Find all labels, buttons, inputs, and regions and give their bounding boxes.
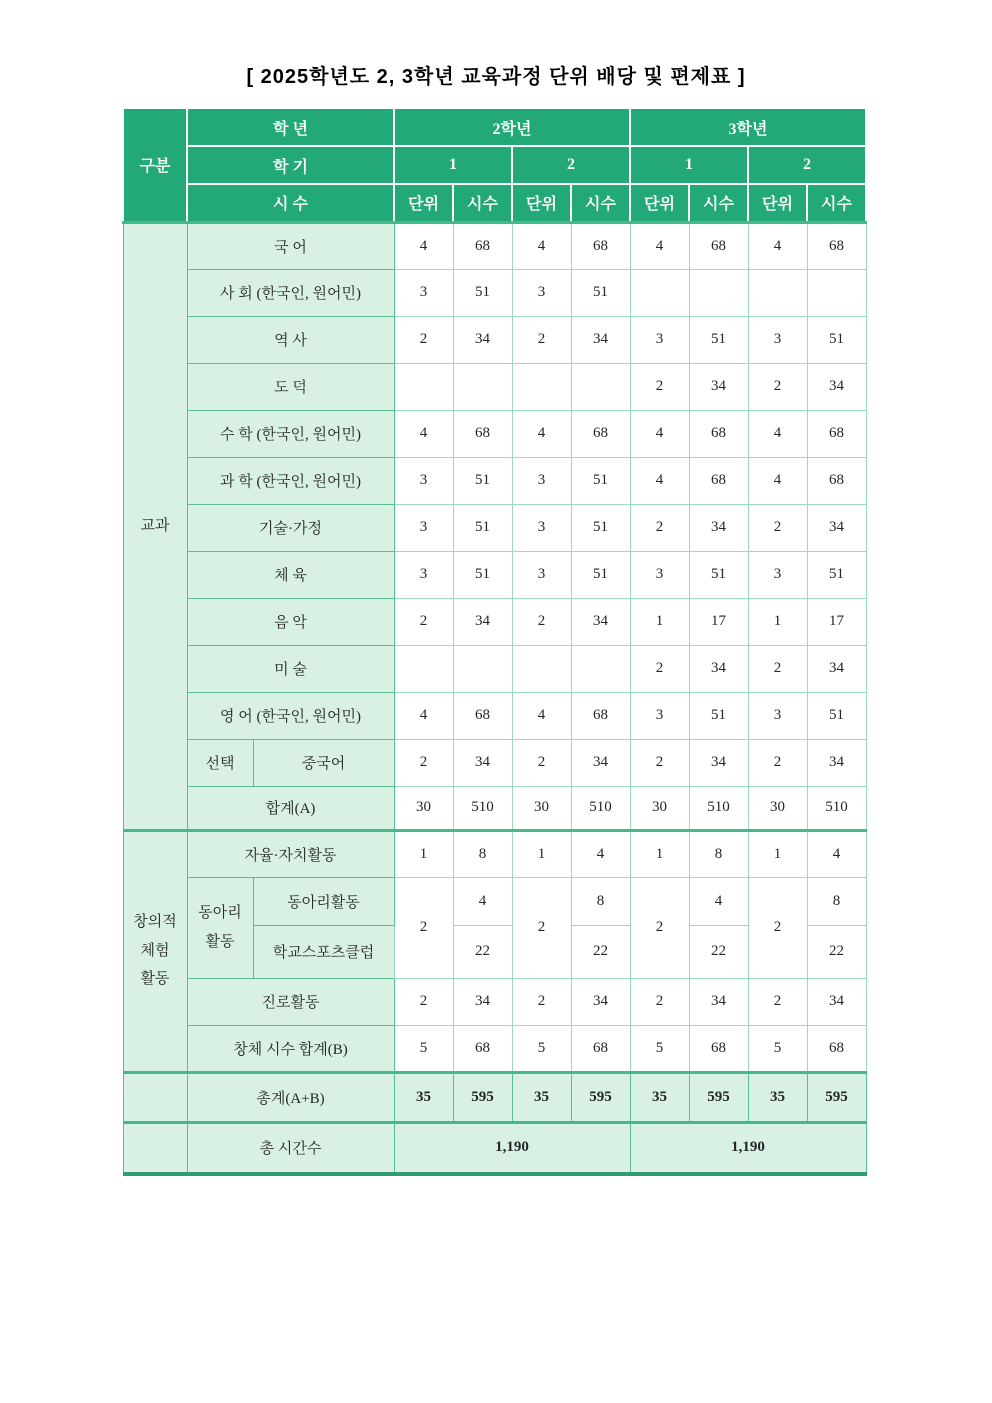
header-hours-col: 시수 — [571, 184, 630, 222]
total-label: 총계(A+B) — [187, 1072, 394, 1122]
subject-name: 기술·가정 — [187, 504, 394, 551]
value-cell: 51 — [807, 551, 866, 598]
value-cell: 51 — [453, 504, 512, 551]
value-cell: 34 — [807, 978, 866, 1025]
value-cell: 2 — [512, 316, 571, 363]
value-cell: 68 — [571, 1025, 630, 1072]
value-cell: 2 — [630, 504, 689, 551]
value-cell: 2 — [630, 363, 689, 410]
value-cell: 1 — [630, 830, 689, 877]
value-cell: 30 — [394, 786, 453, 830]
value-cell: 3 — [630, 551, 689, 598]
subtotal-b-row — [123, 1025, 866, 1072]
value-cell: 2 — [394, 316, 453, 363]
header-hours-col: 시수 — [807, 184, 866, 222]
value-cell — [453, 363, 512, 410]
value-cell: 34 — [453, 739, 512, 786]
value-cell: 4 — [394, 692, 453, 739]
value-cell: 17 — [689, 598, 748, 645]
value-cell: 3 — [512, 504, 571, 551]
value-cell: 51 — [453, 457, 512, 504]
value-cell: 3 — [748, 316, 807, 363]
value-cell: 4 — [748, 222, 807, 269]
value-cell — [571, 645, 630, 692]
value-cell: 22 — [453, 925, 512, 978]
value-cell: 51 — [453, 551, 512, 598]
value-cell: 68 — [453, 1025, 512, 1072]
elective-subject-name: 중국어 — [253, 739, 394, 786]
header-hours-label: 시 수 — [187, 184, 394, 222]
value-cell: 34 — [689, 645, 748, 692]
value-cell: 2 — [394, 739, 453, 786]
value-cell: 4 — [571, 830, 630, 877]
value-cell-merged: 2 — [630, 877, 689, 978]
value-cell: 35 — [748, 1072, 807, 1122]
value-cell: 5 — [394, 1025, 453, 1072]
subtotal-b-label: 창체 시수 합계(B) — [187, 1025, 394, 1072]
header-row-grade — [123, 108, 866, 146]
creative-row-autonomy — [123, 830, 866, 877]
value-cell: 34 — [807, 645, 866, 692]
header-sem: 2 — [512, 146, 630, 184]
header-unit-col: 단위 — [512, 184, 571, 222]
curriculum-table — [122, 107, 867, 1176]
value-cell: 51 — [689, 316, 748, 363]
value-cell-merged: 2 — [748, 877, 807, 978]
club-group-label: 동아리 활동 — [187, 877, 253, 978]
empty-cell — [123, 1072, 187, 1122]
header-grade2: 2학년 — [394, 108, 630, 146]
value-cell — [630, 269, 689, 316]
value-cell: 68 — [571, 222, 630, 269]
value-cell: 68 — [453, 692, 512, 739]
value-cell — [394, 645, 453, 692]
subject-name: 도 덕 — [187, 363, 394, 410]
grand-total-row — [123, 1122, 866, 1174]
subject-name: 과 학 (한국인, 원어민) — [187, 457, 394, 504]
value-cell: 4 — [748, 457, 807, 504]
value-cell: 2 — [748, 363, 807, 410]
value-cell: 4 — [748, 410, 807, 457]
creative-row-career — [123, 978, 866, 1025]
value-cell: 34 — [807, 363, 866, 410]
header-sem: 2 — [748, 146, 866, 184]
activity-name: 학교스포츠클럽 — [253, 925, 394, 978]
value-cell: 2 — [630, 645, 689, 692]
value-cell: 3 — [394, 504, 453, 551]
header-sem-label: 학 기 — [187, 146, 394, 184]
value-cell — [512, 363, 571, 410]
value-cell: 2 — [748, 739, 807, 786]
value-cell: 68 — [689, 457, 748, 504]
value-cell: 68 — [453, 222, 512, 269]
activity-name: 동아리활동 — [253, 877, 394, 925]
value-cell: 2 — [748, 504, 807, 551]
subject-row-tech-home — [123, 504, 866, 551]
value-cell: 4 — [630, 222, 689, 269]
value-cell: 68 — [807, 410, 866, 457]
value-cell: 4 — [512, 222, 571, 269]
grand-total-grade3: 1,190 — [630, 1122, 866, 1174]
value-cell: 68 — [571, 692, 630, 739]
value-cell: 3 — [630, 692, 689, 739]
value-cell: 68 — [453, 410, 512, 457]
value-cell-merged: 2 — [394, 877, 453, 978]
value-cell: 34 — [453, 316, 512, 363]
value-cell: 1 — [748, 830, 807, 877]
value-cell: 4 — [394, 222, 453, 269]
value-cell: 8 — [689, 830, 748, 877]
value-cell: 30 — [512, 786, 571, 830]
value-cell: 2 — [394, 978, 453, 1025]
value-cell: 2 — [748, 645, 807, 692]
value-cell: 3 — [748, 692, 807, 739]
value-cell: 595 — [571, 1072, 630, 1122]
value-cell: 68 — [571, 410, 630, 457]
value-cell: 51 — [689, 692, 748, 739]
value-cell: 4 — [689, 877, 748, 925]
value-cell: 2 — [512, 739, 571, 786]
value-cell: 2 — [748, 978, 807, 1025]
value-cell — [571, 363, 630, 410]
value-cell: 34 — [453, 598, 512, 645]
value-cell: 595 — [807, 1072, 866, 1122]
value-cell: 22 — [571, 925, 630, 978]
value-cell — [394, 363, 453, 410]
subject-row-social — [123, 269, 866, 316]
value-cell: 2 — [394, 598, 453, 645]
value-cell: 35 — [512, 1072, 571, 1122]
header-unit-col: 단위 — [630, 184, 689, 222]
value-cell: 5 — [512, 1025, 571, 1072]
header-sem: 1 — [630, 146, 748, 184]
subject-name: 체 육 — [187, 551, 394, 598]
header-hours-col: 시수 — [453, 184, 512, 222]
value-cell: 51 — [453, 269, 512, 316]
value-cell: 51 — [807, 316, 866, 363]
value-cell — [512, 645, 571, 692]
value-cell: 4 — [394, 410, 453, 457]
header-grade-label: 학 년 — [187, 108, 394, 146]
value-cell: 4 — [512, 410, 571, 457]
subject-name: 음 악 — [187, 598, 394, 645]
activity-name: 진로활동 — [187, 978, 394, 1025]
subject-row-art — [123, 645, 866, 692]
value-cell: 22 — [807, 925, 866, 978]
empty-cell — [123, 1122, 187, 1174]
value-cell: 1 — [748, 598, 807, 645]
value-cell: 68 — [689, 1025, 748, 1072]
value-cell: 51 — [571, 269, 630, 316]
value-cell: 68 — [807, 1025, 866, 1072]
value-cell: 34 — [807, 504, 866, 551]
subtotal-a-row — [123, 786, 866, 830]
subject-name: 사 회 (한국인, 원어민) — [187, 269, 394, 316]
value-cell: 8 — [571, 877, 630, 925]
subject-row-history — [123, 316, 866, 363]
subject-name: 역 사 — [187, 316, 394, 363]
value-cell: 3 — [512, 551, 571, 598]
grand-total-label: 총 시간수 — [187, 1122, 394, 1174]
value-cell: 68 — [807, 457, 866, 504]
value-cell: 8 — [807, 877, 866, 925]
value-cell: 5 — [630, 1025, 689, 1072]
value-cell: 68 — [689, 410, 748, 457]
value-cell: 3 — [512, 269, 571, 316]
subject-row-math — [123, 410, 866, 457]
activity-name: 자율·자치활동 — [187, 830, 394, 877]
value-cell: 34 — [689, 978, 748, 1025]
value-cell: 595 — [453, 1072, 512, 1122]
grand-total-grade2: 1,190 — [394, 1122, 630, 1174]
header-unit-col: 단위 — [394, 184, 453, 222]
value-cell: 30 — [630, 786, 689, 830]
value-cell: 4 — [453, 877, 512, 925]
subtotal-a-label: 합계(A) — [187, 786, 394, 830]
header-grade3: 3학년 — [630, 108, 866, 146]
total-row — [123, 1072, 866, 1122]
value-cell: 2 — [630, 978, 689, 1025]
value-cell: 3 — [512, 457, 571, 504]
value-cell: 3 — [394, 457, 453, 504]
value-cell: 34 — [571, 598, 630, 645]
value-cell: 1 — [394, 830, 453, 877]
value-cell: 17 — [807, 598, 866, 645]
subject-row-science — [123, 457, 866, 504]
value-cell: 35 — [630, 1072, 689, 1122]
value-cell: 34 — [689, 504, 748, 551]
value-cell: 34 — [689, 739, 748, 786]
header-row-semester — [123, 146, 866, 184]
value-cell: 510 — [453, 786, 512, 830]
value-cell: 51 — [571, 551, 630, 598]
value-cell: 595 — [689, 1072, 748, 1122]
value-cell: 5 — [748, 1025, 807, 1072]
value-cell: 68 — [689, 222, 748, 269]
value-cell: 1 — [512, 830, 571, 877]
value-cell — [453, 645, 512, 692]
subject-name: 국 어 — [187, 222, 394, 269]
value-cell: 4 — [630, 457, 689, 504]
value-cell: 51 — [807, 692, 866, 739]
value-cell: 8 — [453, 830, 512, 877]
header-gubun: 구분 — [123, 108, 187, 222]
page-title: [ 2025학년도 2, 3학년 교육과정 단위 배당 및 편제표 ] — [246, 66, 746, 88]
value-cell: 22 — [689, 925, 748, 978]
subject-name: 수 학 (한국인, 원어민) — [187, 410, 394, 457]
value-cell: 510 — [571, 786, 630, 830]
value-cell: 34 — [571, 739, 630, 786]
elective-category-label: 선택 — [187, 739, 253, 786]
subject-row-korean — [123, 222, 866, 269]
value-cell: 2 — [512, 598, 571, 645]
value-cell: 3 — [630, 316, 689, 363]
subject-row-pe — [123, 551, 866, 598]
value-cell: 2 — [512, 978, 571, 1025]
value-cell: 51 — [571, 504, 630, 551]
header-hours-col: 시수 — [689, 184, 748, 222]
value-cell-merged: 2 — [512, 877, 571, 978]
value-cell: 4 — [807, 830, 866, 877]
value-cell: 2 — [630, 739, 689, 786]
value-cell — [748, 269, 807, 316]
value-cell: 30 — [748, 786, 807, 830]
section-label-subjects: 교과 — [123, 222, 187, 830]
value-cell: 34 — [807, 739, 866, 786]
value-cell: 3 — [748, 551, 807, 598]
subject-row-english — [123, 692, 866, 739]
value-cell: 35 — [394, 1072, 453, 1122]
value-cell: 51 — [689, 551, 748, 598]
value-cell: 510 — [807, 786, 866, 830]
value-cell — [807, 269, 866, 316]
value-cell: 3 — [394, 551, 453, 598]
subject-name: 영 어 (한국인, 원어민) — [187, 692, 394, 739]
value-cell: 34 — [571, 316, 630, 363]
subject-row-elective-chinese — [123, 739, 866, 786]
value-cell: 34 — [453, 978, 512, 1025]
subject-row-ethics — [123, 363, 866, 410]
header-unit-col: 단위 — [748, 184, 807, 222]
value-cell: 510 — [689, 786, 748, 830]
value-cell: 68 — [807, 222, 866, 269]
section-label-creative: 창의적 체험 활동 — [123, 830, 187, 1072]
subject-row-music — [123, 598, 866, 645]
value-cell: 4 — [630, 410, 689, 457]
subject-name: 미 술 — [187, 645, 394, 692]
value-cell: 51 — [571, 457, 630, 504]
value-cell — [689, 269, 748, 316]
value-cell: 34 — [689, 363, 748, 410]
header-row-hours — [123, 184, 866, 222]
value-cell: 4 — [512, 692, 571, 739]
creative-row-club — [123, 877, 866, 925]
value-cell: 34 — [571, 978, 630, 1025]
header-sem: 1 — [394, 146, 512, 184]
value-cell: 3 — [394, 269, 453, 316]
value-cell: 1 — [630, 598, 689, 645]
